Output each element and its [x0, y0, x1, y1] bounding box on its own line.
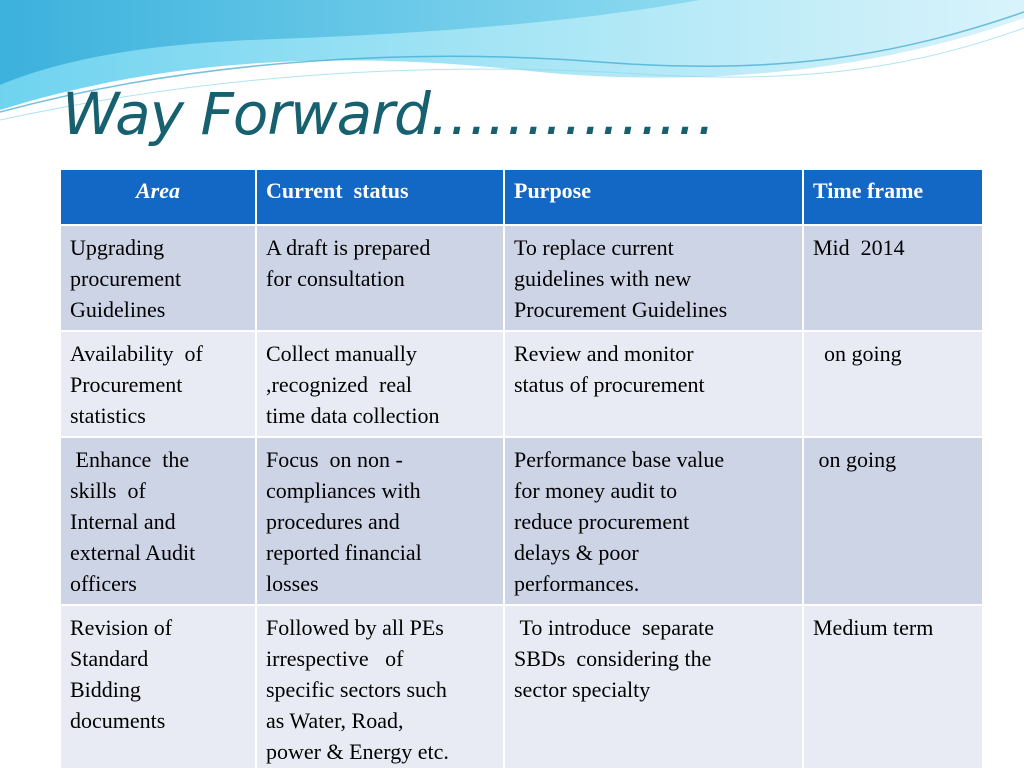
table-row	[60, 605, 983, 768]
cell-area: Availability of Procurement statistics	[60, 331, 256, 437]
cell-purpose: Review and monitor status of procurement	[504, 331, 803, 437]
cell-time-frame: Mid 2014	[803, 225, 983, 331]
cell-current-status: A draft is prepared for consultation	[256, 225, 504, 331]
way-forward-table	[59, 168, 984, 768]
cell-current-status: Collect manually ,recognized real time data collection	[256, 331, 504, 437]
cell-area: Upgrading procurement Guidelines	[60, 225, 256, 331]
table-row	[60, 225, 983, 331]
cell-time-frame: on going	[803, 331, 983, 437]
column-header-purpose: Purpose	[504, 169, 803, 225]
cell-purpose: Performance base value for money audit to reduce procurement delays & poor performances.	[504, 437, 803, 605]
slide-title: Way Forward……………	[62, 80, 715, 148]
cell-area: Enhance the skills of Internal and external Audit officers	[60, 437, 256, 605]
cell-area: Revision of Standard Bidding documents	[60, 605, 256, 768]
table-row	[60, 437, 983, 605]
cell-current-status: Focus on non - compliances with procedures and reported financial losses	[256, 437, 504, 605]
table-header-row	[60, 169, 983, 225]
cell-purpose: To replace current guidelines with new Procurement Guidelines	[504, 225, 803, 331]
column-header-area: Area	[60, 169, 256, 225]
cell-time-frame: on going	[803, 437, 983, 605]
cell-time-frame: Medium term	[803, 605, 983, 768]
table-row	[60, 331, 983, 437]
column-header-current-status: Current status	[256, 169, 504, 225]
cell-purpose: To introduce separate SBDs considering the sector specialty	[504, 605, 803, 768]
cell-current-status: Followed by all PEs irrespective of specific sectors such as Water, Road, power & Energy etc.	[256, 605, 504, 768]
column-header-time-frame: Time frame	[803, 169, 983, 225]
